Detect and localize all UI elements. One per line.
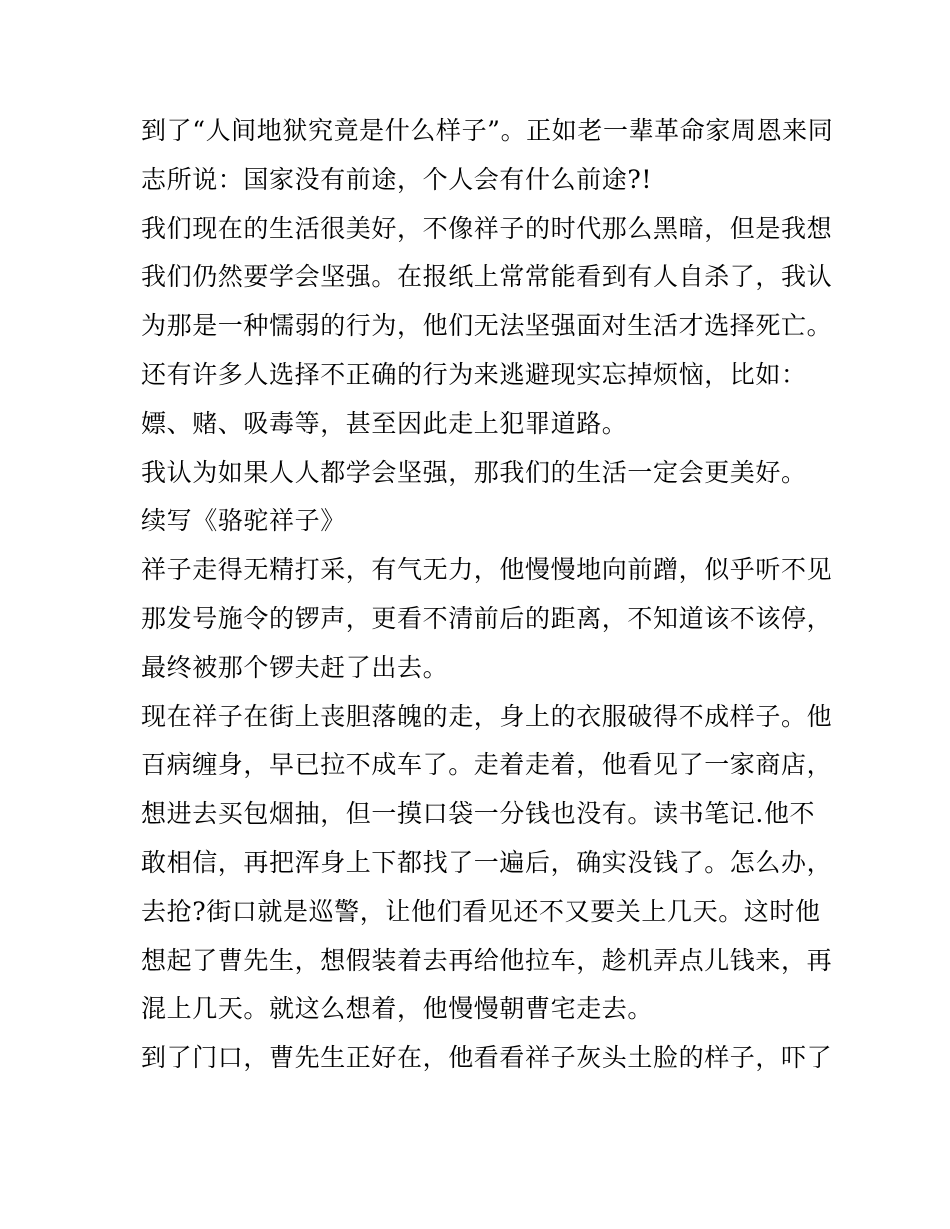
- text-line: 现在祥子在街上丧胆落魄的走，身上的衣服破得不成样子。他: [141, 701, 833, 731]
- text-line: 到了门口，曹先生正好在，他看看祥子灰头土脸的样子，吓了: [141, 1043, 833, 1073]
- text-line: 最终被那个锣夫赶了出去。: [141, 652, 449, 682]
- text-line: 为那是一种懦弱的行为，他们无法坚强面对生活才选择死亡。: [141, 311, 833, 341]
- text-line: 百病缠身，早已拉不成车了。走着走着，他看见了一家商店，: [141, 750, 833, 780]
- text-line: 祥子走得无精打采，有气无力，他慢慢地向前蹭，似乎听不见: [141, 555, 833, 585]
- text-line: 还有许多人选择不正确的行为来逃避现实忘掉烦恼，比如：: [141, 359, 807, 389]
- text-line: 混上几天。就这么想着，他慢慢朝曹宅走去。: [141, 994, 654, 1024]
- text-line: 敢相信，再把浑身上下都找了一遍后，确实没钱了。怎么办，: [141, 847, 833, 877]
- text-line: 我们仍然要学会坚强。在报纸上常常能看到有人自杀了，我认: [141, 262, 833, 292]
- text-line: 那发号施令的锣声，更看不清前后的距离，不知道该不该停，: [141, 603, 833, 633]
- text-line: 想进去买包烟抽，但一摸口袋一分钱也没有。读书笔记.他不: [141, 799, 816, 829]
- text-line: 我们现在的生活很美好，不像祥子的时代那么黑暗，但是我想: [141, 213, 833, 243]
- document-body: [141, 107, 834, 1083]
- section-heading: 续写《骆驼祥子》: [141, 506, 346, 536]
- text-line: 去抢?街口就是巡警，让他们看见还不又要关上几天。这时他: [141, 896, 821, 926]
- text-line: 我认为如果人人都学会坚强，那我们的生活一定会更美好。: [141, 457, 807, 487]
- text-line: 志所说：国家没有前途，个人会有什么前途?!: [141, 164, 653, 194]
- text-line: 嫖、赌、吸毒等，甚至因此走上犯罪道路。: [141, 408, 628, 438]
- text-line: 到了“人间地狱究竟是什么样子”。正如老一辈革命家周恩来同: [141, 116, 834, 145]
- text-line: 想起了曹先生，想假装着去再给他拉车，趁机弄点儿钱来，再: [141, 945, 833, 975]
